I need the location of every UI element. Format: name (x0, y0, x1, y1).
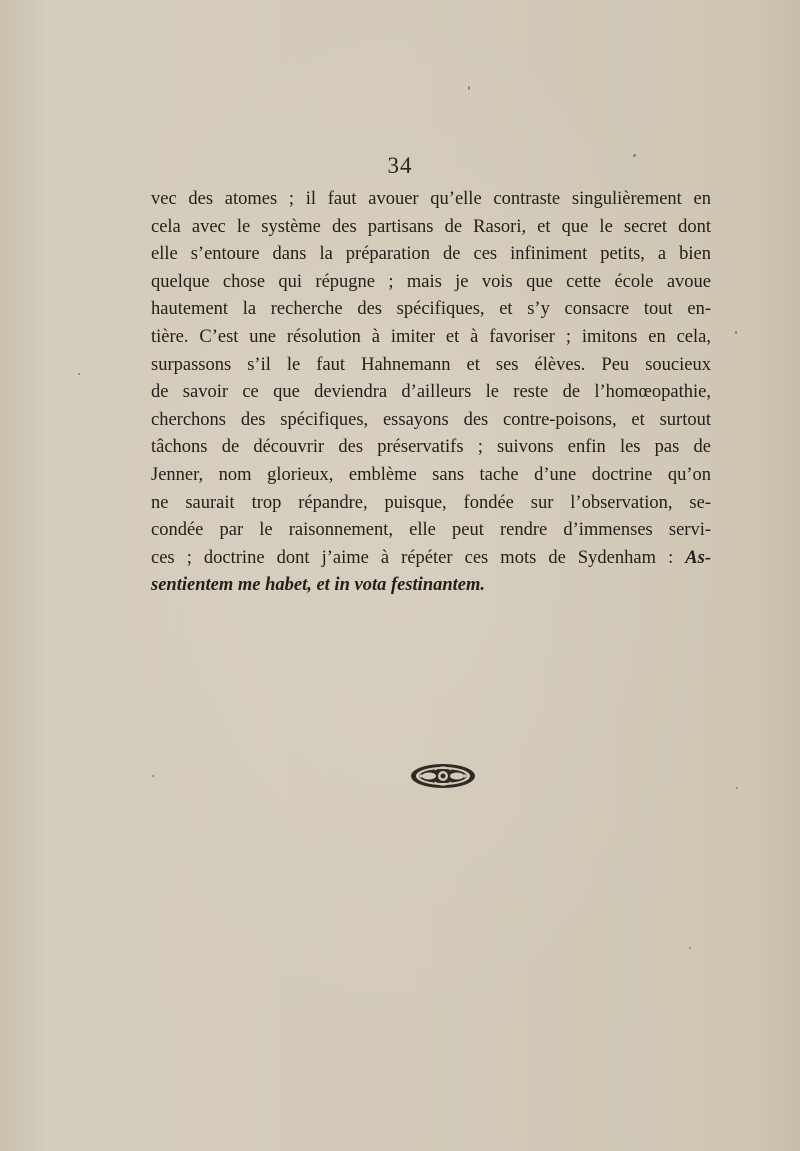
text-line: vec des atomes ; il faut avouer qu’elle contraste singulièrement en (151, 189, 711, 209)
latin-quote-start: As- (685, 547, 711, 568)
paper-speck (689, 947, 691, 949)
text-line: ces ; doctrine dont j’aime à répéter ces mots de Sydenham : (151, 547, 674, 568)
text-line: quelque chose qui répugne ; mais je vois que cette école avoue (151, 271, 711, 292)
text-line-final (151, 572, 711, 600)
page-number: 34 (387, 153, 413, 178)
text-line: ne saurait trop répandre, puisque, fondée sur l’observation, se- (151, 492, 711, 513)
text-line: cela avec le système des partisans de Rasori, et que le secret dont (151, 216, 711, 237)
text-line: tâchons de découvrir des préservatifs ; suivons enfin les pas de (151, 437, 711, 458)
paper-speck (468, 86, 470, 90)
text-line: elle s’entoure dans la préparation de ces infiniment petits, a bien (151, 244, 711, 265)
text-line: surpassons s’il le faut Hahnemann et ses élèves. Peu soucieux (151, 354, 711, 375)
text-line: hautement la recherche des spécifiques, et s’y consacre tout en- (151, 299, 711, 320)
text-line: tière. C’est une résolution à imiter et à favoriser ; imitons en cela, (151, 326, 711, 347)
paper-speck (152, 775, 154, 777)
text-line: condée par le raisonnement, elle peut rendre d’immenses servi- (151, 520, 711, 541)
text-line: de savoir ce que deviendra d’ailleurs le reste de l’homœopathie, (151, 382, 711, 403)
paper-speck (78, 373, 80, 375)
latin-quote-end: sentientem me habet, et in vota festinantem. (151, 575, 486, 596)
floral-ornament-icon (409, 761, 477, 791)
text-line: cherchons des spécifiques, essayons des contre-poisons, et surtout (151, 409, 711, 430)
body-text (151, 186, 711, 600)
paper-speck (735, 331, 737, 334)
text-line: Jenner, nom glorieux, emblème sans tache d’une doctrine qu’on (151, 464, 711, 485)
text-line-with-quote (151, 545, 711, 573)
paper-speck (633, 154, 636, 157)
paper-speck (736, 787, 738, 789)
